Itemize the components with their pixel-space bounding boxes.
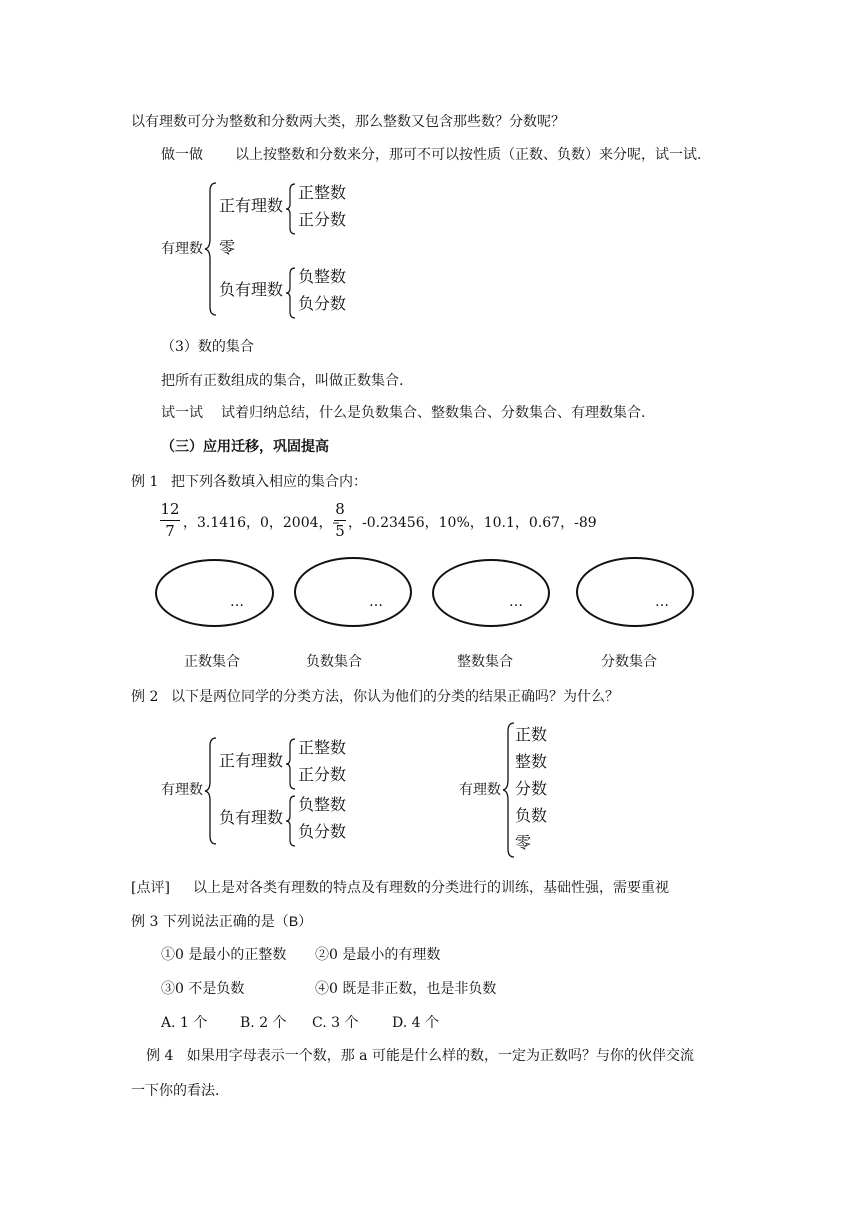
tree1-positive: 正有理数 xyxy=(219,196,284,215)
left-tree-positive: 正有理数 xyxy=(219,751,284,770)
statement-2: ②0 是最小的有理数 xyxy=(315,947,441,963)
tree1-positive-brace xyxy=(285,183,297,235)
example4-line1: 例 4 如果用字母表示一个数，那 a 可能是什么样的数，一定为正数吗？与你的伙伴交流 xyxy=(146,1048,694,1064)
option-d: D. 4 个 xyxy=(392,1015,439,1031)
example3-close: ） xyxy=(298,914,313,930)
example3-question xyxy=(131,914,312,929)
example1-text: 把下列各数填入相应的集合内： xyxy=(171,474,367,490)
example3-title: 例 3 下列说法正确的是（ xyxy=(131,914,289,930)
right-tree-item: 零 xyxy=(515,833,532,852)
left-tree-positive-brace xyxy=(285,738,297,790)
part3-heading: （三）应用迁移，巩固提高 xyxy=(161,439,329,455)
set-label-fraction: 分数集合 xyxy=(601,654,657,670)
tree1-negative: 负有理数 xyxy=(219,280,284,299)
positive-set-ellipsis: … xyxy=(230,594,244,610)
statement-3: ③0 不是负数 xyxy=(161,981,245,997)
comment-text: 以上是对各类有理数的特点及有理数的分类进行的训练，基础性强，需要重视 xyxy=(193,880,669,896)
fraction-denominator: 5 xyxy=(335,522,345,540)
set-definition: 把所有正数组成的集合，叫做正数集合. xyxy=(161,373,404,389)
section3-title: （3）数的集合 xyxy=(161,339,254,355)
example1-numbers-part1: ，3.1416，0，2004，– xyxy=(183,515,340,531)
left-tree-negative-brace xyxy=(285,795,297,847)
left-tree-neg-int: 负整数 xyxy=(298,795,347,814)
example2-text: 以下是两位同学的分类方法，你认为他们的分类的结果正确吗？为什么？ xyxy=(171,689,619,705)
comment-label: [点评] xyxy=(131,880,170,896)
set-label-integer: 整数集合 xyxy=(457,654,513,670)
option-b: B. 2 个 xyxy=(240,1015,287,1031)
tree1-root: 有理数 xyxy=(161,241,203,257)
tree1-neg-frac: 负分数 xyxy=(298,294,347,313)
tree1-pos-int: 正整数 xyxy=(298,183,347,202)
negative-set-oval xyxy=(294,557,412,627)
fraction-set-oval xyxy=(576,557,694,627)
set-label-negative: 负数集合 xyxy=(306,654,362,670)
fraction-bar xyxy=(160,520,180,521)
try-do-label: 做一做 xyxy=(161,147,203,163)
tree1-pos-frac: 正分数 xyxy=(298,210,347,229)
left-tree-main-brace xyxy=(204,737,218,845)
tree1-main-brace xyxy=(204,182,218,316)
fraction-numerator: 8 xyxy=(335,500,345,518)
set-label-positive: 正数集合 xyxy=(184,654,240,670)
fraction-8-5 xyxy=(334,502,346,539)
try-test-text: 试着归纳总结，什么是负数集合、整数集合、分数集合、有理数集合. xyxy=(221,405,646,421)
tree1-neg-int: 负整数 xyxy=(298,267,347,286)
right-tree-item: 分数 xyxy=(515,779,548,798)
right-tree-root: 有理数 xyxy=(459,782,501,798)
integer-set-oval xyxy=(432,559,550,627)
integer-set-ellipsis: … xyxy=(509,594,523,610)
right-tree-item: 正数 xyxy=(515,725,548,744)
right-tree-item: 整数 xyxy=(515,752,548,771)
statement-4: ④0 既是非正数，也是非负数 xyxy=(315,981,497,997)
right-tree-item: 负数 xyxy=(515,806,548,825)
example3-answer: B xyxy=(288,913,299,929)
left-tree-pos-frac: 正分数 xyxy=(298,765,347,784)
example1-numbers-part2: ，-0.23456，10%，10.1，0.67，-89 xyxy=(348,515,597,531)
fraction-set-ellipsis: … xyxy=(655,594,669,610)
try-test-label: 试一试 xyxy=(161,405,203,421)
tree1-negative-brace xyxy=(285,267,297,319)
example1-label: 例 1 xyxy=(131,474,159,490)
example4-line2: 一下你的看法. xyxy=(131,1083,220,1099)
example2-label: 例 2 xyxy=(131,689,159,705)
fraction-bar xyxy=(334,520,346,521)
negative-set-ellipsis: … xyxy=(369,594,383,610)
fraction-numerator: 12 xyxy=(160,500,180,518)
fraction-denominator: 7 xyxy=(165,522,175,540)
left-tree-neg-frac: 负分数 xyxy=(298,822,347,841)
tree1-zero: 零 xyxy=(219,238,236,257)
right-tree-brace xyxy=(502,722,516,858)
fraction-12-7 xyxy=(160,502,180,539)
option-c: C. 3 个 xyxy=(312,1015,359,1031)
positive-set-oval xyxy=(155,559,274,627)
try-do-text: 以上按整数和分数来分，那可不可以按性质（正数、负数）来分呢，试一试. xyxy=(235,147,702,163)
left-tree-pos-int: 正整数 xyxy=(298,738,347,757)
statement-1: ①0 是最小的正整数 xyxy=(161,947,287,963)
left-tree-negative: 负有理数 xyxy=(219,808,284,827)
left-tree-root: 有理数 xyxy=(161,782,203,798)
option-a: A. 1 个 xyxy=(161,1015,208,1031)
intro-line: 以有理数可分为整数和分数两大类，那么整数又包含那些数？分数呢？ xyxy=(131,114,565,130)
